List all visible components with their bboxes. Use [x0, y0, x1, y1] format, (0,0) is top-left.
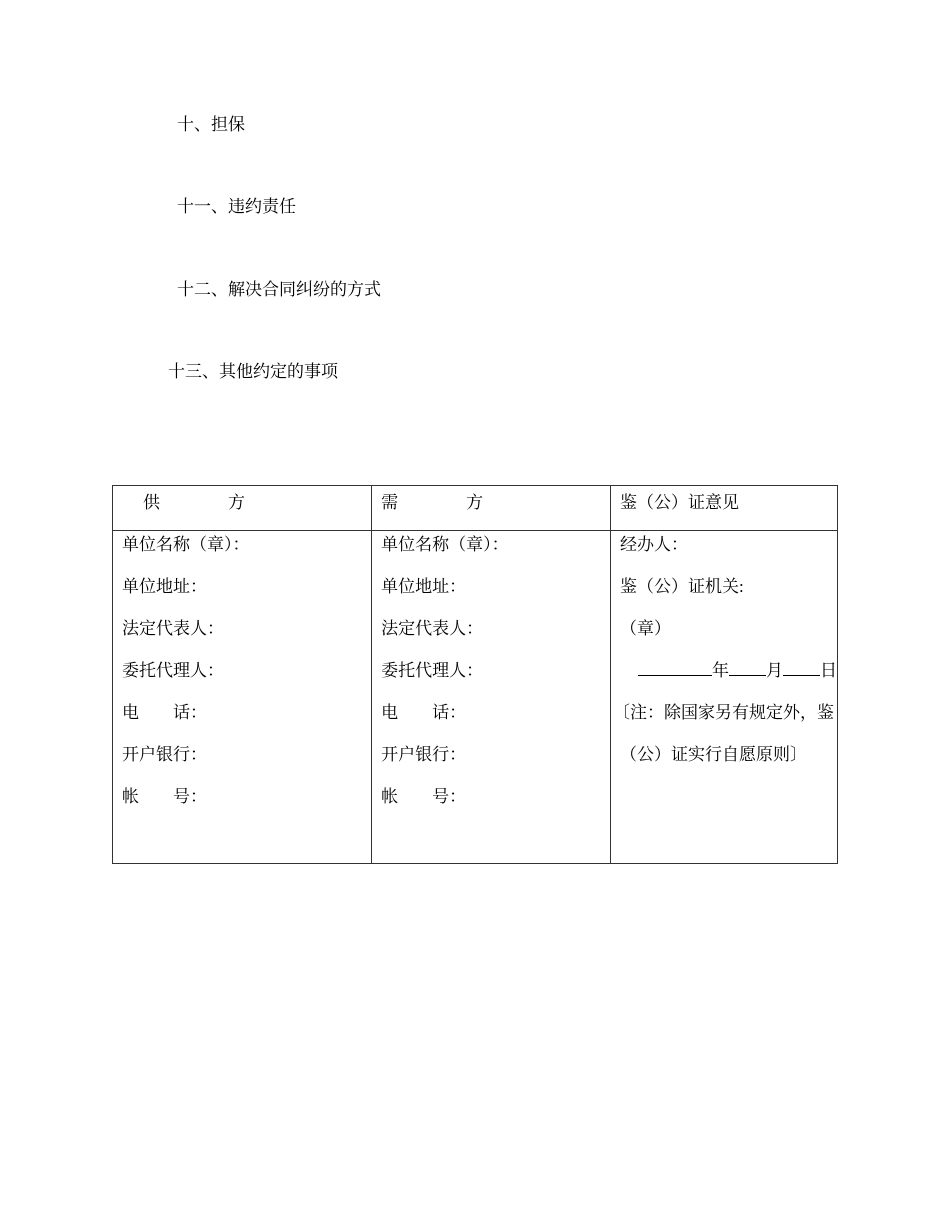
supplier-field: 委托代理人：: [122, 661, 224, 680]
buyer-field: 电 话：: [381, 703, 467, 722]
section-breach-liability: 十一、违约责任: [177, 197, 296, 216]
buyer-field: 委托代理人：: [381, 661, 484, 680]
buyer-field: 开户银行：: [381, 745, 467, 764]
day-label: 日: [820, 661, 837, 680]
buyer-field: 帐 号：: [381, 787, 467, 806]
year-label: 年: [712, 661, 729, 680]
supplier-header: 供 方: [113, 486, 372, 531]
year-blank: [638, 659, 712, 676]
supplier-field: 帐 号：: [122, 787, 207, 806]
section-other-terms: 十三、其他约定的事项: [168, 362, 338, 381]
supplier-field: 电 话：: [122, 703, 207, 722]
notary-note-line2: （公）证实行自愿原则〕: [620, 745, 807, 764]
buyer-cell: [372, 531, 611, 864]
notary-handler: 经办人：: [620, 535, 688, 554]
buyer-field: 单位名称（章）：: [381, 535, 509, 554]
notary-header: 鉴（公）证意见: [611, 486, 838, 531]
notary-date: [620, 659, 837, 701]
supplier-field: 单位名称（章）：: [122, 535, 250, 554]
signature-table: [112, 485, 838, 864]
month-blank: [729, 659, 766, 676]
notary-note-line1: 〔注：除国家另有规定外，鉴: [613, 703, 834, 722]
notary-seal: （章）: [620, 619, 671, 638]
notary-cell: [611, 531, 838, 864]
month-label: 月: [766, 661, 783, 680]
buyer-header: 需 方: [372, 486, 611, 531]
supplier-field: 法定代表人：: [122, 619, 224, 638]
buyer-field: 单位地址：: [381, 577, 467, 596]
day-blank: [783, 659, 820, 676]
supplier-field: 单位地址：: [122, 577, 207, 596]
section-guarantee: 十、担保: [177, 115, 245, 134]
notary-office: 鉴（公）证机关:: [620, 577, 744, 596]
buyer-field: 法定代表人：: [381, 619, 484, 638]
supplier-field: 开户银行：: [122, 745, 207, 764]
section-dispute-resolution: 十二、解决合同纠纷的方式: [177, 280, 381, 299]
supplier-cell: [113, 531, 372, 864]
